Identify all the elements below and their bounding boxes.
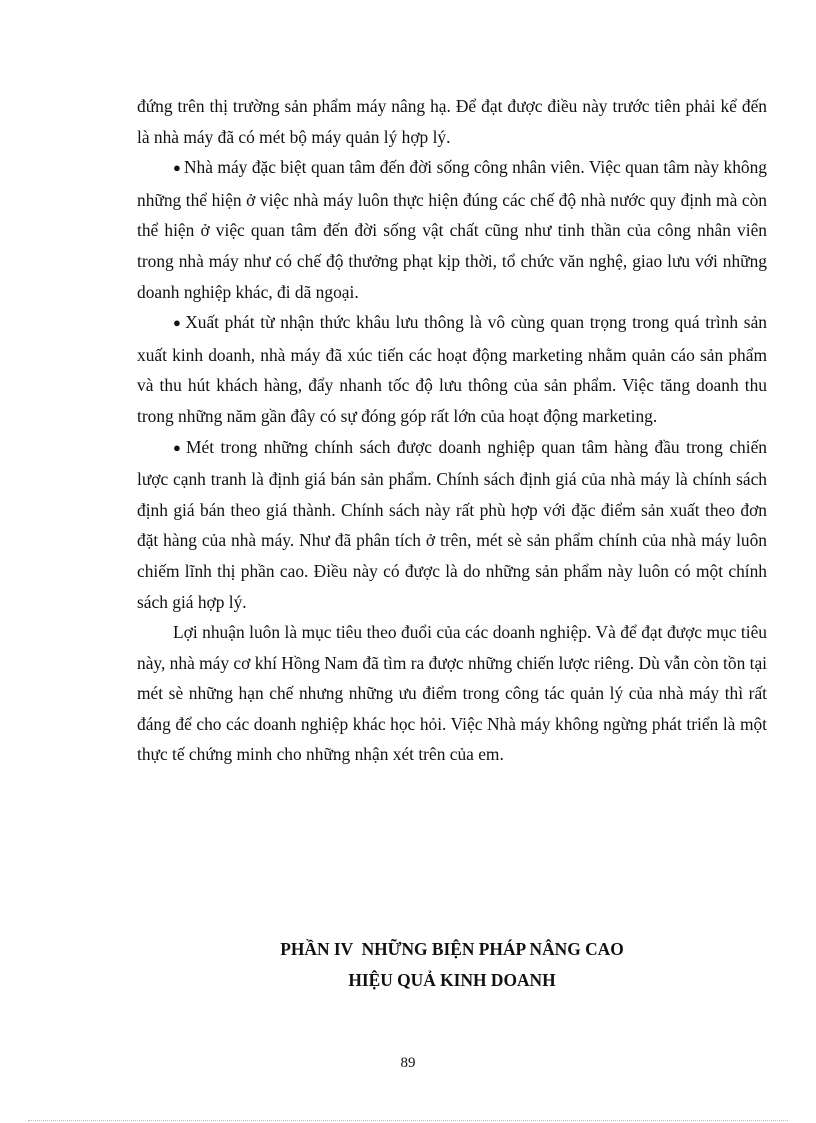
bullet-icon: ● — [173, 160, 181, 176]
paragraph-5-text: Lợi nhuận luôn là mục tiêu theo đuổi của các doanh nghiệp. Và để đạt được mục tiêu này, nhà máy cơ khí Hồng Nam đã tìm ra được những chiến lược riêng. Dù vẫn còn tồn tại mét sè những hạn chế nhưng những ưu điểm trong công tác quản lý của nhà máy thì rất đáng để cho các doanh nghiệp khác học hỏi. Việc Nhà máy không ngừng phát triển là một thực tế chứng minh cho những nhận xét trên của em. — [137, 622, 767, 765]
section-heading-line-2: HIỆU QUẢ KINH DOANH — [348, 970, 556, 990]
paragraph-2 — [137, 152, 767, 307]
paragraph-4 — [137, 432, 767, 618]
paragraph-3-text: Xuất phát từ nhận thức khâu lưu thông là vô cùng quan trọng trong quá trình sản xuất kinh doanh, nhà máy đã xúc tiến các hoạt động marketing nhằm quản cáo sản phẩm và thu hút khách hàng, đẩy nhanh tốc độ lưu thông của sản phẩm. Việc tăng doanh thu trong những năm gần đây có sự đóng góp rất lớn của hoạt động marketing. — [137, 312, 767, 426]
footer-divider — [28, 1120, 788, 1121]
paragraph-4-text: Mét trong những chính sách được doanh nghiệp quan tâm hàng đầu trong chiến lược cạnh tranh là định giá bán sản phẩm. Chính sách định giá của nhà máy là chính sách định giá bán theo giá thành. Chính sách này rất phù hợp với đặc điểm sản xuất theo đơn đặt hàng của nhà máy. Như đã phân tích ở trên, mét sè sản phẩm chính của nhà máy luôn chiếm lĩnh thị phần cao. Điều này có được là do những sản phẩm này luôn có một chính sách giá hợp lý. — [137, 436, 767, 612]
paragraph-3 — [137, 307, 767, 431]
page-number: 89 — [400, 1055, 416, 1071]
section-heading-line-1: PHẦN IV NHỮNG BIỆN PHÁP NÂNG CAO — [280, 939, 624, 959]
paragraph-5 — [137, 617, 767, 770]
paragraph-1-text: đứng trên thị trường sản phẩm máy nâng hạ. Để đạt được điều này trước tiên phải kể đến là nhà máy đã có mét bộ máy quản lý hợp lý. — [137, 96, 767, 147]
body-text — [137, 91, 767, 770]
paragraph-1 — [137, 91, 767, 152]
bullet-icon: ● — [173, 315, 183, 331]
paragraph-2-text: Nhà máy đặc biệt quan tâm đến đời sống công nhân viên. Việc quan tâm này không những thể hiện ở việc nhà máy luôn thực hiện đúng các chế độ nhà nước quy định mà còn thể hiện ở việc quan tâm đến đời sống vật chất cũng như tinh thần của công nhân viên trong nhà máy như có chế độ thưởng phạt kịp thời, tổ chức văn nghệ, giao lưu với những doanh nghiệp khác, đi dã ngoại. — [137, 157, 768, 302]
bullet-icon: ● — [173, 439, 184, 455]
